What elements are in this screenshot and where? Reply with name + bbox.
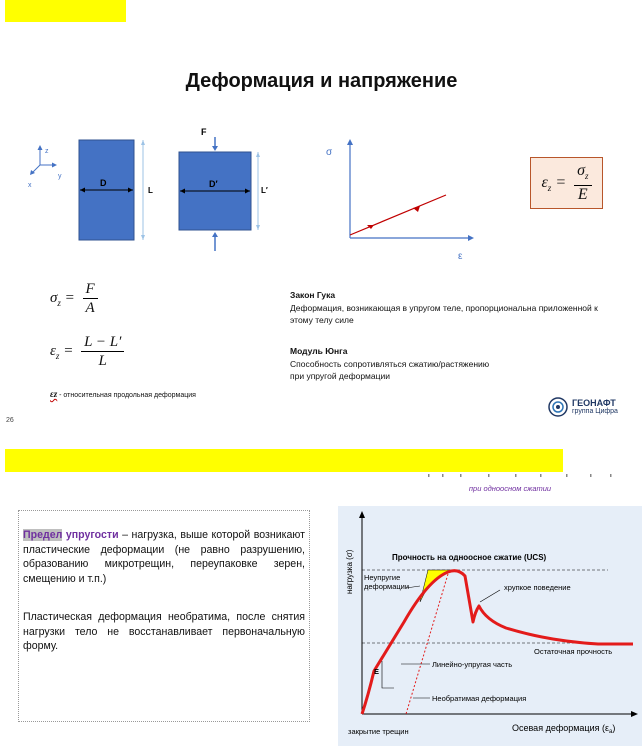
geonaft-logo-icon	[548, 397, 568, 417]
irreversible-line	[406, 574, 448, 714]
hooke-text: Деформация, возникающая в упругом теле, пропорциональна приложенной к этому телу силе	[290, 303, 598, 325]
modulus-label: E	[374, 667, 380, 676]
youngs-formula-box: $\varepsilon_z$ = $\frac{\sigma_z}{E}$	[530, 157, 603, 209]
stress-formula-den: A	[85, 300, 95, 316]
logo-name: ГЕОНАФТ	[572, 398, 616, 408]
strain-note	[50, 389, 196, 399]
strain-formula: $\varepsilon_z$ = $\frac{L - L'}{L}$	[50, 333, 124, 370]
deformation-diagram	[20, 120, 280, 255]
formula-box-num-sub: z	[585, 171, 589, 182]
hooke-line	[350, 195, 446, 235]
elasticity-definition: – нагрузка, выше которой возникают пластические деформации (не равно разрушению, образованию микротрещин, переупаковке зерен, смещению и т.п.)	[23, 529, 305, 585]
block2-height-label: L′	[261, 186, 268, 195]
highlight-bar-middle	[5, 449, 563, 472]
inelastic-label-1: Неупругие	[364, 573, 401, 582]
stress-strain-graph-small	[320, 135, 480, 265]
stress-formula: $\sigma_z$ = $\frac{F}{A}$	[50, 280, 98, 317]
ucs-stress-strain-chart	[338, 506, 642, 746]
axis-y-label: y	[58, 173, 62, 180]
ucs-caption: при одноосном сжатии	[468, 484, 552, 493]
elasticity-textbox	[18, 510, 310, 722]
inelastic-area	[420, 570, 454, 602]
term-limit: Предел	[23, 529, 63, 541]
logo-sub: группа Цифра	[572, 408, 618, 415]
block1-width-label: D	[100, 178, 107, 188]
strain-formula-den: L	[98, 353, 107, 369]
geonaft-logo	[548, 397, 618, 417]
formula-box-den: E	[577, 186, 588, 204]
stress-formula-sub: z	[57, 297, 61, 308]
brittle-label: хрупкое поведение	[504, 583, 571, 592]
young-text-1: Способность сопротивляться сжатию/растяжению	[290, 359, 490, 369]
page-number: 26	[6, 417, 14, 424]
stress-strain-curve	[362, 571, 633, 714]
young-text-2: при упругой деформации	[290, 371, 390, 381]
hooke-law-section	[290, 290, 620, 326]
block2-width-label: D′	[209, 179, 218, 189]
plastic-paragraph: Пластическая деформация необратима, после снятия нагрузки тело не восстанавливает первоначальную форму.	[23, 611, 305, 652]
coordinate-axes-icon	[30, 145, 57, 175]
axis-z-label: z	[45, 148, 49, 155]
slide-title: Деформация и напряжение	[185, 70, 458, 92]
x-axis-label: Осевая деформация $(\varepsilon_a)$	[512, 723, 616, 735]
inelastic-label-2: деформации	[364, 582, 410, 591]
formula-box-lhs: ε	[541, 173, 548, 191]
force-label: F	[201, 127, 207, 137]
irreversible-label: Необратимая деформация	[432, 694, 527, 703]
term-elasticity: упругости	[65, 529, 119, 541]
ucs-label: Прочность на одноосное сжатие (UCS)	[392, 553, 547, 562]
highlight-bar-top	[5, 0, 126, 22]
residual-label: Остаточная прочность	[534, 647, 613, 656]
crack-closure-label: закрытие трещин	[348, 727, 409, 736]
stress-formula-num: F	[83, 280, 98, 299]
strain-note-symbol: εz	[50, 389, 58, 399]
modulus-triangle	[382, 661, 394, 688]
strain-note-text: - относительная продольная деформация	[57, 392, 196, 399]
force-arrow-bottom-icon	[212, 232, 218, 237]
block1-height-label: L	[148, 186, 153, 195]
formula-box-num: σ	[577, 161, 585, 179]
cropped-text-fragment	[420, 473, 620, 479]
axis-x-label: x	[28, 182, 32, 189]
young-modulus-section	[290, 346, 620, 382]
strain-formula-lhs: ε	[50, 342, 56, 359]
strain-formula-num: L − L′	[81, 333, 124, 352]
graph-sigma-label: σ	[326, 147, 333, 158]
formula-box-lhs-sub: z	[547, 182, 552, 193]
elasticity-paragraph	[23, 528, 305, 586]
strain-formula-sub: z	[55, 350, 60, 361]
hooke-heading: Закон Гука	[290, 290, 336, 300]
young-heading: Модуль Юнга	[290, 346, 348, 356]
stress-formula-lhs: σ	[50, 289, 58, 306]
y-axis-label: нагрузка (σ)	[345, 549, 354, 594]
force-arrow-top-icon	[212, 146, 218, 151]
graph-epsilon-label: ε	[458, 251, 463, 262]
elastic-label: Линейно-упругая часть	[432, 660, 513, 669]
